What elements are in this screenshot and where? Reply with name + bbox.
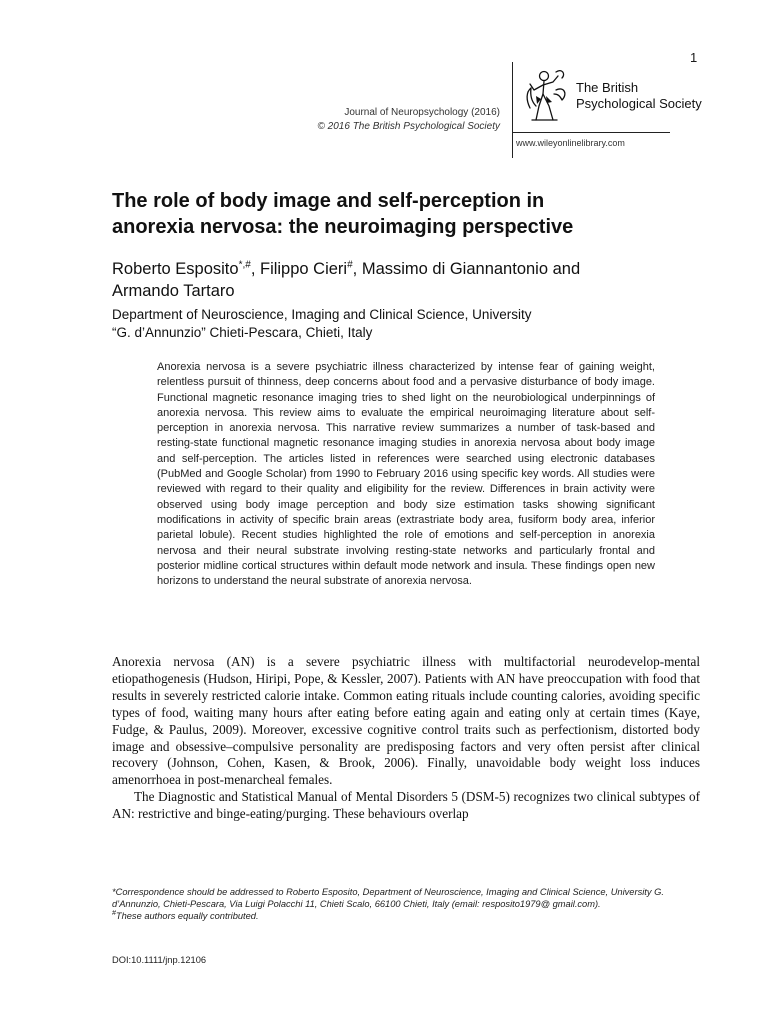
author-cieri-mark: #: [347, 259, 353, 271]
body-paragraph-1: Anorexia nervosa (AN) is a severe psychiatric illness with multifactorial neurodevelop-mental etiopathogenesis (Hudson, Hiripi, Pope, & Kessler, 2007). Patients with AN have preoccupation with food that results in severely restricted calorie intake. Common eating rituals include counting calories, avoiding specific types of food, waiting many hours after eating before eating again and eating only at certain times (Kaye, Fudge, & Paulus, 2009). Moreover, excessive cognitive control traits such as perfectionism, distorted body image and obsessive–compulsive personality are predisposing factors and very often persist after clinical recovery (Johnson, Cohen, Kasen, & Brook, 2006). Finally, unavoidable body weight loss induces amenorrhoea in post-menarcheal females.: [112, 654, 700, 788]
article-title: [112, 188, 712, 240]
journal-copyright: © 2016 The British Psychological Society: [317, 121, 500, 132]
affiliation-line-1: Department of Neuroscience, Imaging and Clinical Science, University: [112, 307, 532, 322]
header-horizontal-rule: [512, 132, 670, 133]
header-vertical-rule: [512, 62, 513, 158]
page-number: 1: [690, 50, 698, 65]
body-paragraph-2: The Diagnostic and Statistical Manual of Mental Disorders 5 (DSM-5) recognizes two clinical subtypes of AN: restrictive and binge-eating/purging. These behaviours overlap: [112, 789, 700, 822]
bps-psyche-logo-icon: [522, 66, 570, 126]
author-di-giannantonio: Massimo di Giannantonio and: [361, 260, 581, 278]
title-line-1: The role of body image and self-perception in: [112, 190, 545, 212]
footnote-equal-contribution: [112, 910, 702, 922]
wiley-url-link[interactable]: www.wileyonlinelibrary.com: [516, 138, 625, 148]
body-text: [112, 654, 700, 823]
doi: DOI:10.1111/jnp.12106: [112, 955, 207, 965]
bps-name-line-2: Psychological Society: [576, 96, 702, 111]
author-esposito-mark: *,#: [238, 259, 251, 271]
footnote-mark: #: [112, 909, 116, 917]
journal-name: Journal of Neuropsychology (2016): [344, 107, 500, 118]
title-line-2: anorexia nervosa: the neuroimaging perspective: [112, 216, 574, 238]
author-esposito: Roberto Esposito: [112, 260, 239, 278]
abstract: Anorexia nervosa is a severe psychiatric illness characterized by intense fear of gaining weight, relentless pursuit of thinness, deep concerns about food and a pervasive disturbance of body image. Functional magnetic resonance imaging tries to shed light on the neurobiological underpinnings of anorexia nervosa. This review aims to evaluate the empirical neuroimaging literature about self-perception in anorexia nervosa. This narrative review summarizes a number of task-based and resting-state functional magnetic resonance imaging studies in anorexia nervosa about body image and self-perception. The articles listed in references were searched using electronic databases (PubMed and Google Scholar) from 1990 to February 2016 using specific key words. All studies were reviewed with regard to their quality and eligibility for the review. Differences in brain activity were observed using body image perception and body size estimation tasks showing significant modifications in activity of specific brain areas (extrastriate body area, fusiform body area, inferior parietal lobule). Recent studies highlighted the role of emotions and self-perception in anorexia nervosa and their neural substrate involving resting-state networks and particularly frontal and posterior midline cortical structures within default mode network and insula. These findings open new horizons to understand the neural substrate of anorexia nervosa.: [157, 361, 655, 588]
footnote-correspondence: *Correspondence should be addressed to Roberto Esposito, Department of Neuroscience, Imaging and Clinical Science, University G. d’Annunzio, Chieti-Pescara, Via Luigi Polacchi 11, Chieti Scalo, 66100 Chieti, Italy (email: resposito1979@ gmail.com).: [112, 887, 664, 909]
affiliation-line-2: “G. d’Annunzio” Chieti-Pescara, Chieti, Italy: [112, 325, 373, 340]
footnote-equal-text: These authors equally contributed.: [115, 911, 259, 921]
bps-name: [576, 80, 702, 112]
bps-name-line-1: The British: [576, 80, 639, 95]
author-list: Roberto Esposito*,#, Filippo Cieri#, Massimo di Giannantonio and Armando Tartaro: [112, 259, 581, 300]
footnotes: [112, 886, 702, 922]
journal-info: [318, 106, 500, 134]
affiliation: [112, 306, 712, 342]
author-tartaro: Armando Tartaro: [112, 282, 235, 300]
author-cieri: Filippo Cieri: [259, 260, 348, 278]
